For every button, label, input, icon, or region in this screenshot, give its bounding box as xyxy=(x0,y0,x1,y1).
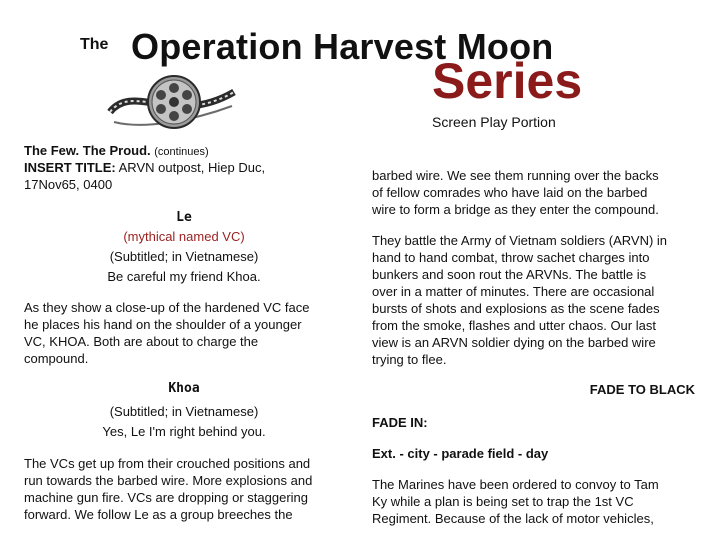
insert-title xyxy=(24,159,344,176)
text-line: bursts of shots and explosions as the scene fades xyxy=(372,301,660,316)
text-line: of fellow comrades who have laid on the barbed xyxy=(372,185,648,200)
text-line: from the smoke, flashes and utter chaos. Our last xyxy=(372,318,656,333)
insert-title-label: INSERT TITLE: xyxy=(24,160,116,175)
action-paragraph-3 xyxy=(372,167,707,218)
insert-title-text: ARVN outpost, Hiep Duc, xyxy=(118,160,266,175)
text-line: The VCs get up from their crouched positions and xyxy=(24,456,311,471)
text-line: hand to hand combat, throw sachet charges into xyxy=(372,250,650,265)
text-line: view is an ARVN soldier dying on the barbed wire xyxy=(372,335,656,350)
intro-bold: The Few. The Proud. xyxy=(24,143,151,158)
text-line: machine gun fire. VCs are dropping or staggering xyxy=(24,490,308,505)
character-khoa: Khoa xyxy=(168,381,200,396)
le-description: (mythical named VC) xyxy=(123,229,245,244)
khoa-dialogue: Yes, Le I'm right behind you. xyxy=(102,424,266,439)
text-line: As they show a close-up of the hardened VC face xyxy=(24,300,310,315)
header-the: The xyxy=(80,36,109,53)
fade-in: FADE IN: xyxy=(372,415,428,430)
text-line: he places his hand on the shoulder of a younger xyxy=(24,317,302,332)
insert-title-date: 17Nov65, 0400 xyxy=(24,177,113,192)
page-title: Operation Harvest Moon xyxy=(131,26,554,67)
khoa-subtitle-note: (Subtitled; in Vietnamese) xyxy=(109,404,259,419)
intro-continues: (continues) xyxy=(154,146,209,158)
le-subtitle-note: (Subtitled; in Vietnamese) xyxy=(109,249,259,264)
character-le: Le xyxy=(176,210,192,225)
action-paragraph-2 xyxy=(24,455,354,523)
action-paragraph-1 xyxy=(24,299,354,367)
text-line: Ky while a plan is being set to trap the 1st VC xyxy=(372,494,634,509)
series-label: Series xyxy=(432,53,583,109)
text-line: compound. xyxy=(24,351,89,366)
scene-heading: Ext. - city - parade field - day xyxy=(372,446,549,461)
text-line: wire to form a bridge as they enter the compound. xyxy=(372,202,659,217)
text-line: Regiment. Because of the lack of motor vehicles, xyxy=(372,511,654,526)
text-line: bunkers and soon rout the ARVNs. The battle is xyxy=(372,267,647,282)
action-paragraph-4 xyxy=(372,232,707,368)
text-line: VC, KHOA. Both are about to charge the xyxy=(24,334,259,349)
subtitle: Screen Play Portion xyxy=(432,114,556,130)
text-line: over in a matter of minutes. There are occasional xyxy=(372,284,655,299)
text-line: They battle the Army of Vietnam soldiers (ARVN) in xyxy=(372,233,668,248)
fade-to-black: FADE TO BLACK xyxy=(589,382,695,397)
text-line: run towards the barbed wire. More explosions and xyxy=(24,473,313,488)
text-line: forward. We follow Le as a group breeches the xyxy=(24,507,293,522)
text-line: The Marines have been ordered to convoy to Tam xyxy=(372,477,659,492)
action-paragraph-5 xyxy=(372,476,707,527)
film-reel-icon xyxy=(104,72,240,132)
text-line: barbed wire. We see them running over the backs xyxy=(372,168,659,183)
text-line: trying to flee. xyxy=(372,352,447,367)
le-dialogue: Be careful my friend Khoa. xyxy=(107,269,261,284)
